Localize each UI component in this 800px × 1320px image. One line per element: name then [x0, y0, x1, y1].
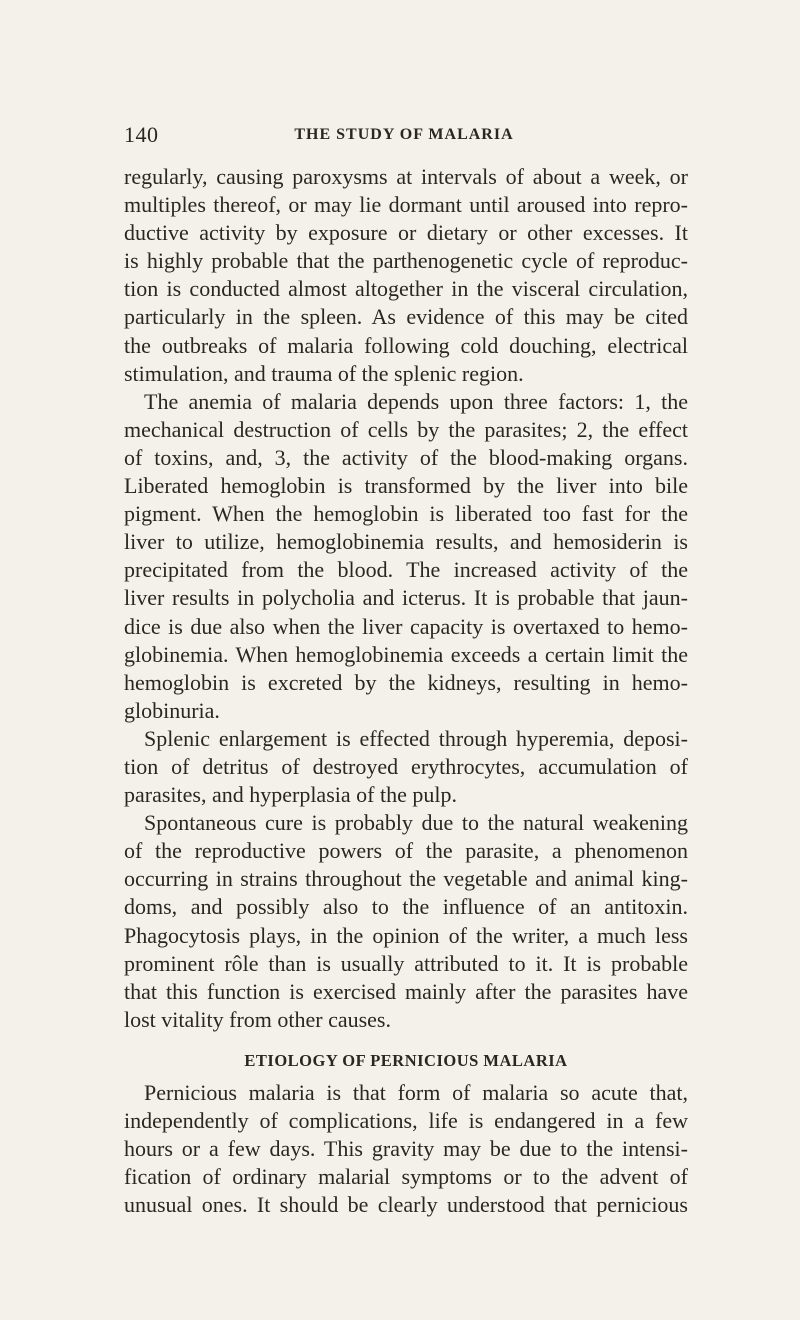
text-line: dice is due also when the liver capacity is overtaxed to hemo- — [124, 613, 688, 639]
text-line: pigment. When the hemoglobin is liberated too fast for the — [124, 501, 688, 527]
text-line: lost vitality from other causes. — [124, 1006, 391, 1032]
text-line: parasites, and hyperplasia of the pulp. — [124, 782, 457, 808]
text-line: tion is conducted almost altogether in the visceral circulation, — [124, 276, 688, 302]
text-line: that this function is exercised mainly after the parasites have — [124, 978, 688, 1004]
text-line: globinemia. When hemoglobinemia exceeds a certain limit the — [124, 641, 688, 667]
text-line: unusual ones. It should be clearly understood that pernicious — [124, 1192, 688, 1218]
text-line: Liberated hemoglobin is transformed by the liver into bile — [124, 473, 688, 499]
section-heading: ETIOLOGY OF PERNICIOUS MALARIA — [244, 1050, 568, 1070]
body-text — [124, 163, 688, 1219]
text-line: ductive activity by exposure or dietary or other excesses. It — [124, 220, 688, 246]
text-line: of the reproductive powers of the parasite, a phenomenon — [124, 838, 688, 864]
text-line: mechanical destruction of cells by the parasites; 2, the effect — [124, 416, 688, 442]
text-line: stimulation, and trauma of the splenic region. — [124, 360, 524, 386]
text-line: multiples thereof, or may lie dormant until aroused into repro- — [124, 192, 688, 218]
text-line: the outbreaks of malaria following cold douching, electrical — [124, 332, 688, 358]
text-line: of toxins, and, 3, the activity of the blood-making organs. — [124, 444, 688, 470]
text-line: liver to utilize, hemoglobinemia results, and hemosiderin is — [124, 529, 688, 555]
page-number: 140 — [124, 122, 159, 147]
text-line: fication of ordinary malarial symptoms or to the advent of — [124, 1164, 688, 1190]
text-line: doms, and possibly also to the influence of an antitoxin. — [124, 894, 688, 920]
text-line: tion of detritus of destroyed erythrocytes, accumulation of — [124, 753, 688, 779]
text-line: independently of complications, life is endangered in a few — [124, 1108, 688, 1134]
text-line: globinuria. — [124, 697, 220, 723]
running-title: THE STUDY OF MALARIA — [294, 126, 514, 143]
text-line: precipitated from the blood. The increased activity of the — [124, 557, 688, 583]
text-line: occurring in strains throughout the vegetable and animal king- — [124, 866, 688, 892]
text-line: regularly, causing paroxysms at intervals of about a week, or — [124, 164, 688, 189]
text-line: hours or a few days. This gravity may be due to the intensi- — [124, 1136, 688, 1162]
text-line: Phagocytosis plays, in the opinion of the writer, a much less — [124, 922, 688, 948]
text-line: hemoglobin is excreted by the kidneys, resulting in hemo- — [124, 669, 688, 695]
text-line: Pernicious malaria is that form of malaria so acute that, — [144, 1080, 688, 1105]
text-line: prominent rôle than is usually attributed to it. It is probable — [124, 950, 688, 976]
text-line: is highly probable that the parthenogenetic cycle of reproduc- — [124, 248, 688, 274]
text-line: Spontaneous cure is probably due to the natural weakening — [144, 810, 688, 836]
text-line: particularly in the spleen. As evidence of this may be cited — [124, 304, 688, 330]
running-head — [124, 118, 684, 152]
text-line: liver results in polycholia and icterus. It is probable that jaun- — [124, 585, 688, 611]
text-line: The anemia of malaria depends upon three factors: 1, the — [144, 388, 688, 414]
text-line: Splenic enlargement is effected through hyperemia, deposi- — [144, 725, 688, 751]
